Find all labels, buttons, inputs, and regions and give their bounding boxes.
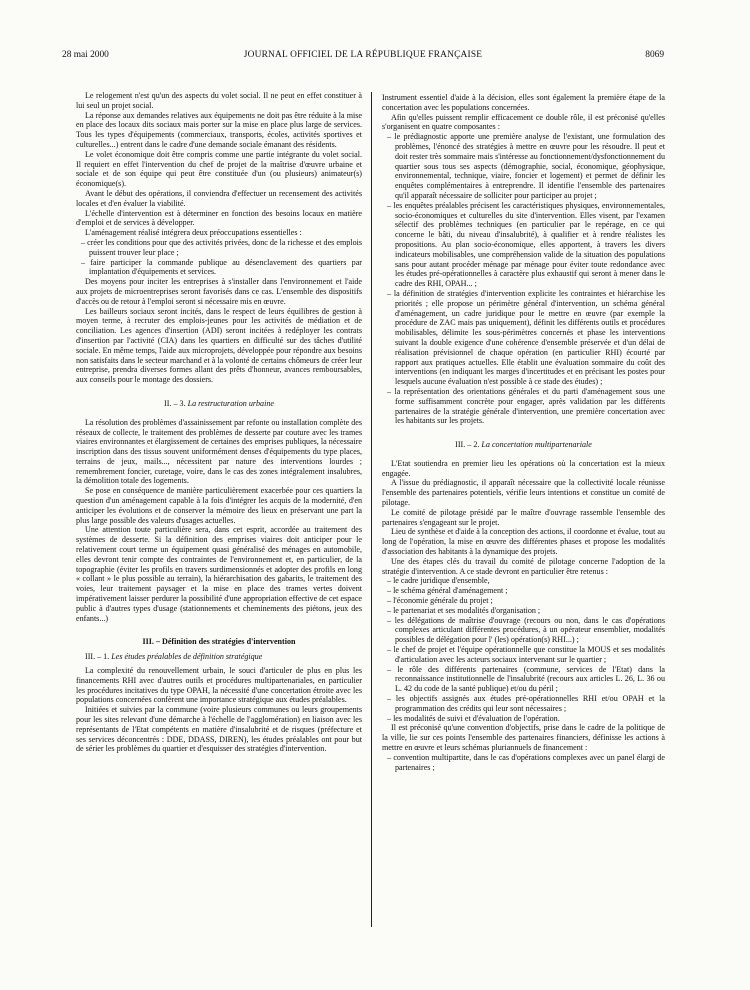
section-heading-ii-3: II. – 3. La restructuration urbaine: [164, 398, 274, 408]
list-item: – créer les conditions pour que des activités privées, donc de la richesse et des emplois puissent trouver leur place ;: [89, 238, 362, 258]
paragraph: L'Etat soutiendra en premier lieu les opérations où la concertation est la mieux engagée.: [382, 458, 665, 478]
paragraph: Avant le début des opérations, il conviendra d'effectuer un recensement des activités locales et d'en évaluer la viabilité.: [76, 188, 362, 208]
paragraph: L'aménagement réalisé intégrera deux préoccupations essentielles :: [85, 228, 302, 238]
list-item: – le rôle des différents partenaires (commune, services de l'Etat) dans la reconnaissance institutionnelle de l'insalubrité (recours aux articles L. 26, L. 36 ou L. 42 du code de la santé publique) et/ou du péril ;: [395, 665, 665, 694]
paragraph: Une attention toute particulière sera, dans cet esprit, accordée au traitement des systèmes de desserte. Si la définition des emprises viaires doit anticiper pour le relativement court terme un équipement quasi généralisé des ménages en automobile, elles devront tenir compte des contraintes de l'environnement et, en particulier, de la topographie (éviter les profils en travers surdimensionnés et adopter des profils en long « collant » le plus possible au terrain), la hiérarchisation des gabarits, le traitement des voies, leur traitement paysager et la mise en place des trames vertes doivent impérativement laisser perdurer la possibilité d'une appropriation effective de cet espace public à d'autres types d'usage (stationnements et cheminements des piétons, jeux des enfants...): [76, 525, 362, 623]
right-column: [382, 93, 665, 772]
running-header: [62, 49, 664, 61]
list-item: – le chef de projet et l'équipe opérationnelle que constitue la MOUS et ses modalités d'articulation avec les acteurs sociaux intervenant sur le quartier ;: [395, 645, 665, 665]
paragraph: Instrument essentiel d'aide à la décision, elles sont également la première étape de la concertation avec les populations concernées.: [382, 93, 665, 112]
paragraph: Les bailleurs sociaux seront incités, dans le respect de leurs équilibres de gestion à moyen terme, à recruter des emplois-jeunes pour les activités de médiation et de conciliation. Les agences d'insertion (ADI) seront incitées à redéployer les contrats d'insertion par l'activité (CIA) dans les quartiers en difficulté sur des tâches d'utilité sociale. En même temps, l'aide aux microprojets, développée pour répondre aux besoins non satisfaits dans le secteur marchand et à la volonté de certains chômeurs de créer leur entreprise, prendra diverses formes allant des prêts d'honneur, avances remboursables, aux conseils pour le montage des dossiers.: [76, 306, 362, 385]
list-item: – les enquêtes préalables précisent les caractéristiques physiques, environnementales, socio-économiques et culturelles du site d'intervention. Elles visent, par l'examen sélectif des problèmes techniques (en particulier par le repérage, en ce qui concerne le bâti, du niveau d'insalubrité), à qualifier et à rendre réalistes les propositions. Au plan socio-économique, elles apportent, à travers les divers indicateurs mobilisables, une compréhension valide de la situation des populations sans pour autant procéder ménage par ménage pour éviter toute redondance avec les études pré-opérationnelles à caractère plus exhaustif qui seront à mener dans le cadre des RHI, OPAH... ;: [395, 201, 665, 289]
dash-list: [76, 238, 362, 277]
paragraph: Le volet économique doit être compris comme une partie intégrante du volet social. Il requiert en effet l'intervention du chef de projet de la maîtrise d'œuvre urbaine et sociale et de son équipe qui peut être constituée d'un (ou plusieurs) animateur(s) économique(s).: [76, 149, 362, 189]
dash-list: [382, 576, 665, 723]
section-heading-iii-2: III. – 2. La concertation multipartenariale: [455, 440, 592, 450]
paragraph: Une des étapes clés du travail du comité de pilotage concerne l'adoption de la stratégie d'intervention. A ce stade devront en particulier être retenus :: [382, 556, 665, 576]
paragraph: Initiées et suivies par la commune (voire plusieurs communes ou leurs groupements pour les sites relevant d'une démarche à l'échelle de l'agglomération) en liaison avec les représentants de l'Etat compétents en matière d'insalubrité et de risques (préfecture et ses services déconcentrés : DDE, DDASS, DIREN), les études préalables ont pour but de sérier les problèmes du quartier et d'esquisser des stratégies d'intervention.: [76, 705, 362, 754]
column-divider: [371, 92, 372, 927]
list-item: – la représentation des orientations générales et du parti d'aménagement sous une forme suffisamment concrète pour engager, après validation par les différents partenaires de la stratégie générale d'intervention, une première concertation avec les habitants sur les projets.: [395, 387, 665, 426]
journal-title: JOURNAL OFFICIEL DE LA RÉPUBLIQUE FRANÇAISE: [243, 50, 483, 60]
paragraph: L'échelle d'intervention est à déterminer en fonction des besoins locaux en matière d'emploi et de services à développer.: [76, 208, 362, 228]
list-item: – les délégations de maîtrise d'ouvrage (recours ou non, dans le cas d'opérations complexes articulant différentes procédures, à un opérateur ensemblier, modalités possibles de délégation pour l' (les) opération(s) RHI...) ;: [395, 616, 665, 645]
list-item: – faire participer la commande publique au désenclavement des quartiers par implantation d'équipements et services.: [89, 258, 362, 278]
list-item: – les objectifs assignés aux études pré-opérationnelles RHI et/ou OPAH et la programmation des crédits qui leur sont nécessaires ;: [395, 694, 665, 714]
page-number: 8069: [645, 50, 664, 60]
dash-list: [382, 753, 665, 773]
paragraph: Se pose en conséquence de manière particulièrement exacerbée pour ces quartiers la question d'un aménagement capable à la fois d'intégrer les acquis de la modernité, d'en anticiper les évolutions et de conserver la mémoire des lieux en préservant une part la plus large possible des valeurs d'usages actuelles.: [76, 486, 362, 525]
left-column: [76, 91, 362, 754]
list-item: – le prédiagnostic apporte une première analyse de l'existant, une formulation des problèmes, l'énoncé des stratégies à mettre en œuvre pour les résoudre. Il peut et doit rester très sommaire mais s'intéresse au fonctionnement/dysfonctionnement du quartier sous tous ses aspects (démographie, social, économique, géophysique, environnemental, technique, viaire, foncier et logement) et permet de définir les enquêtes complémentaires à entreprendre. Il identifie l'ensemble des partenaires qu'il apparaît nécessaire de solliciter pour participer au projet ;: [395, 132, 665, 201]
dash-list: [382, 132, 665, 426]
list-item: – le partenariat et ses modalités d'organisation ;: [395, 606, 665, 616]
paragraph: Afin qu'elles puissent remplir efficacement ce double rôle, il est préconisé qu'elles s'organisent en quatre composantes :: [382, 112, 665, 132]
list-item: – le schéma général d'aménagement ;: [395, 586, 665, 596]
section-heading-iii: III. – Définition des stratégies d'intervention: [142, 637, 296, 647]
paragraph: Des moyens pour inciter les entreprises à s'installer dans l'environnement et l'aide aux projets de microentreprises seront favorisés dans ce cas. L'ensemble des dispositifs d'accès ou de retour à l'emploi seront si nécessaire mis en œuvre.: [76, 277, 362, 306]
issue-date: 28 mai 2000: [62, 50, 109, 60]
paragraph: Lieu de synthèse et d'aide à la conception des actions, il coordonne et évalue, tout au long de l'opération, la mise en œuvre des différentes phases et propose les modalités d'association des habitants à la dynamique des projets.: [382, 527, 665, 557]
paragraph: Le comité de pilotage présidé par le maître d'ouvrage rassemble l'ensemble des partenaires s'engageant sur le projet.: [382, 507, 665, 527]
paragraph: La résolution des problèmes d'assainissement par refonte ou installation complète des réseaux de collecte, le traitement des problèmes de desserte par couture avec les trames viaires environnantes et élargissement de certaines des emprises publiques, la nécessaire inscription dans des tissus souvent uniformément denses d'équipements du type places, terrains de jeux, mails..., nécessitent par nature des interventions lourdes ; remembrement foncier, curetage, voire, dans le cas des zones intégralement insalubres, la démolition totale des logements.: [76, 417, 362, 486]
list-item: – les modalités de suivi et d'évaluation de l'opération.: [395, 714, 665, 724]
paragraph: Le relogement n'est qu'un des aspects du volet social. Il ne peut en effet constituer à lui seul un projet social.: [76, 91, 362, 110]
paragraph: Il est préconisé qu'une convention d'objectifs, prise dans le cadre de la politique de la ville, lie sur ces points l'ensemble des partenaires financiers, définisse les actions à mettre en œuvre et leurs schémas pluriannuels de financement :: [382, 723, 665, 752]
paragraph: La réponse aux demandes relatives aux équipements ne doit pas être réduite à la mise en place des locaux dits sociaux mais porter sur la mise en place plus large de services. Tous les types d'équipements (commerciaux, transports, écoles, activités sportives et culturelles...) entrent dans le cadre d'une demande sociale émanant des résidents.: [76, 110, 362, 149]
list-item: – le cadre juridique d'ensemble,: [395, 576, 665, 586]
paragraph: La complexité du renouvellement urbain, le souci d'articuler de plus en plus les financements RHI avec d'autres outils et procédures multipartenariales, en particulier les procédures incitatives du type OPAH, la nécessité d'une concertation étroite avec les populations concernées confèrent une importance stratégique aux études préalables.: [76, 666, 362, 705]
list-item: – l'économie générale du projet ;: [395, 596, 665, 606]
list-item: – la définition de stratégies d'intervention explicite les contraintes et hiérarchise les priorités ; elle propose un périmètre général d'intervention, un schéma général d'aménagement, un cadre juridique pour le mettre en œuvre (par exemple la procédure de ZAC mais pas uniquement), définit les différents outils et procédures mobilisables, délimite les sous-périmètres concernés et phase les interventions suivant la double exigence d'une cohérence d'ensemble préservée et d'un délai de réalisation prévisionnel de chaque opération (en particulier RHI) écourté par rapport aux pratiques actuelles. Elle établit une évaluation sommaire du coût des interventions (en indiquant les marges d'incertitudes et en précisant les postes pour lesquels aucune évaluation n'est possible à ce stade des études) ;: [395, 289, 665, 387]
list-item: – convention multipartite, dans le cas d'opérations complexes avec un panel élargi de partenaires ;: [395, 753, 665, 773]
section-heading-iii-1: III. – 1. Les études préalables de définition stratégique: [85, 652, 263, 662]
paragraph: A l'issue du prédiagnostic, il apparaît nécessaire que la collectivité locale réunisse l'ensemble des partenaires potentiels, vérifie leurs intentions et constitue un comité de pilotage.: [382, 478, 665, 508]
